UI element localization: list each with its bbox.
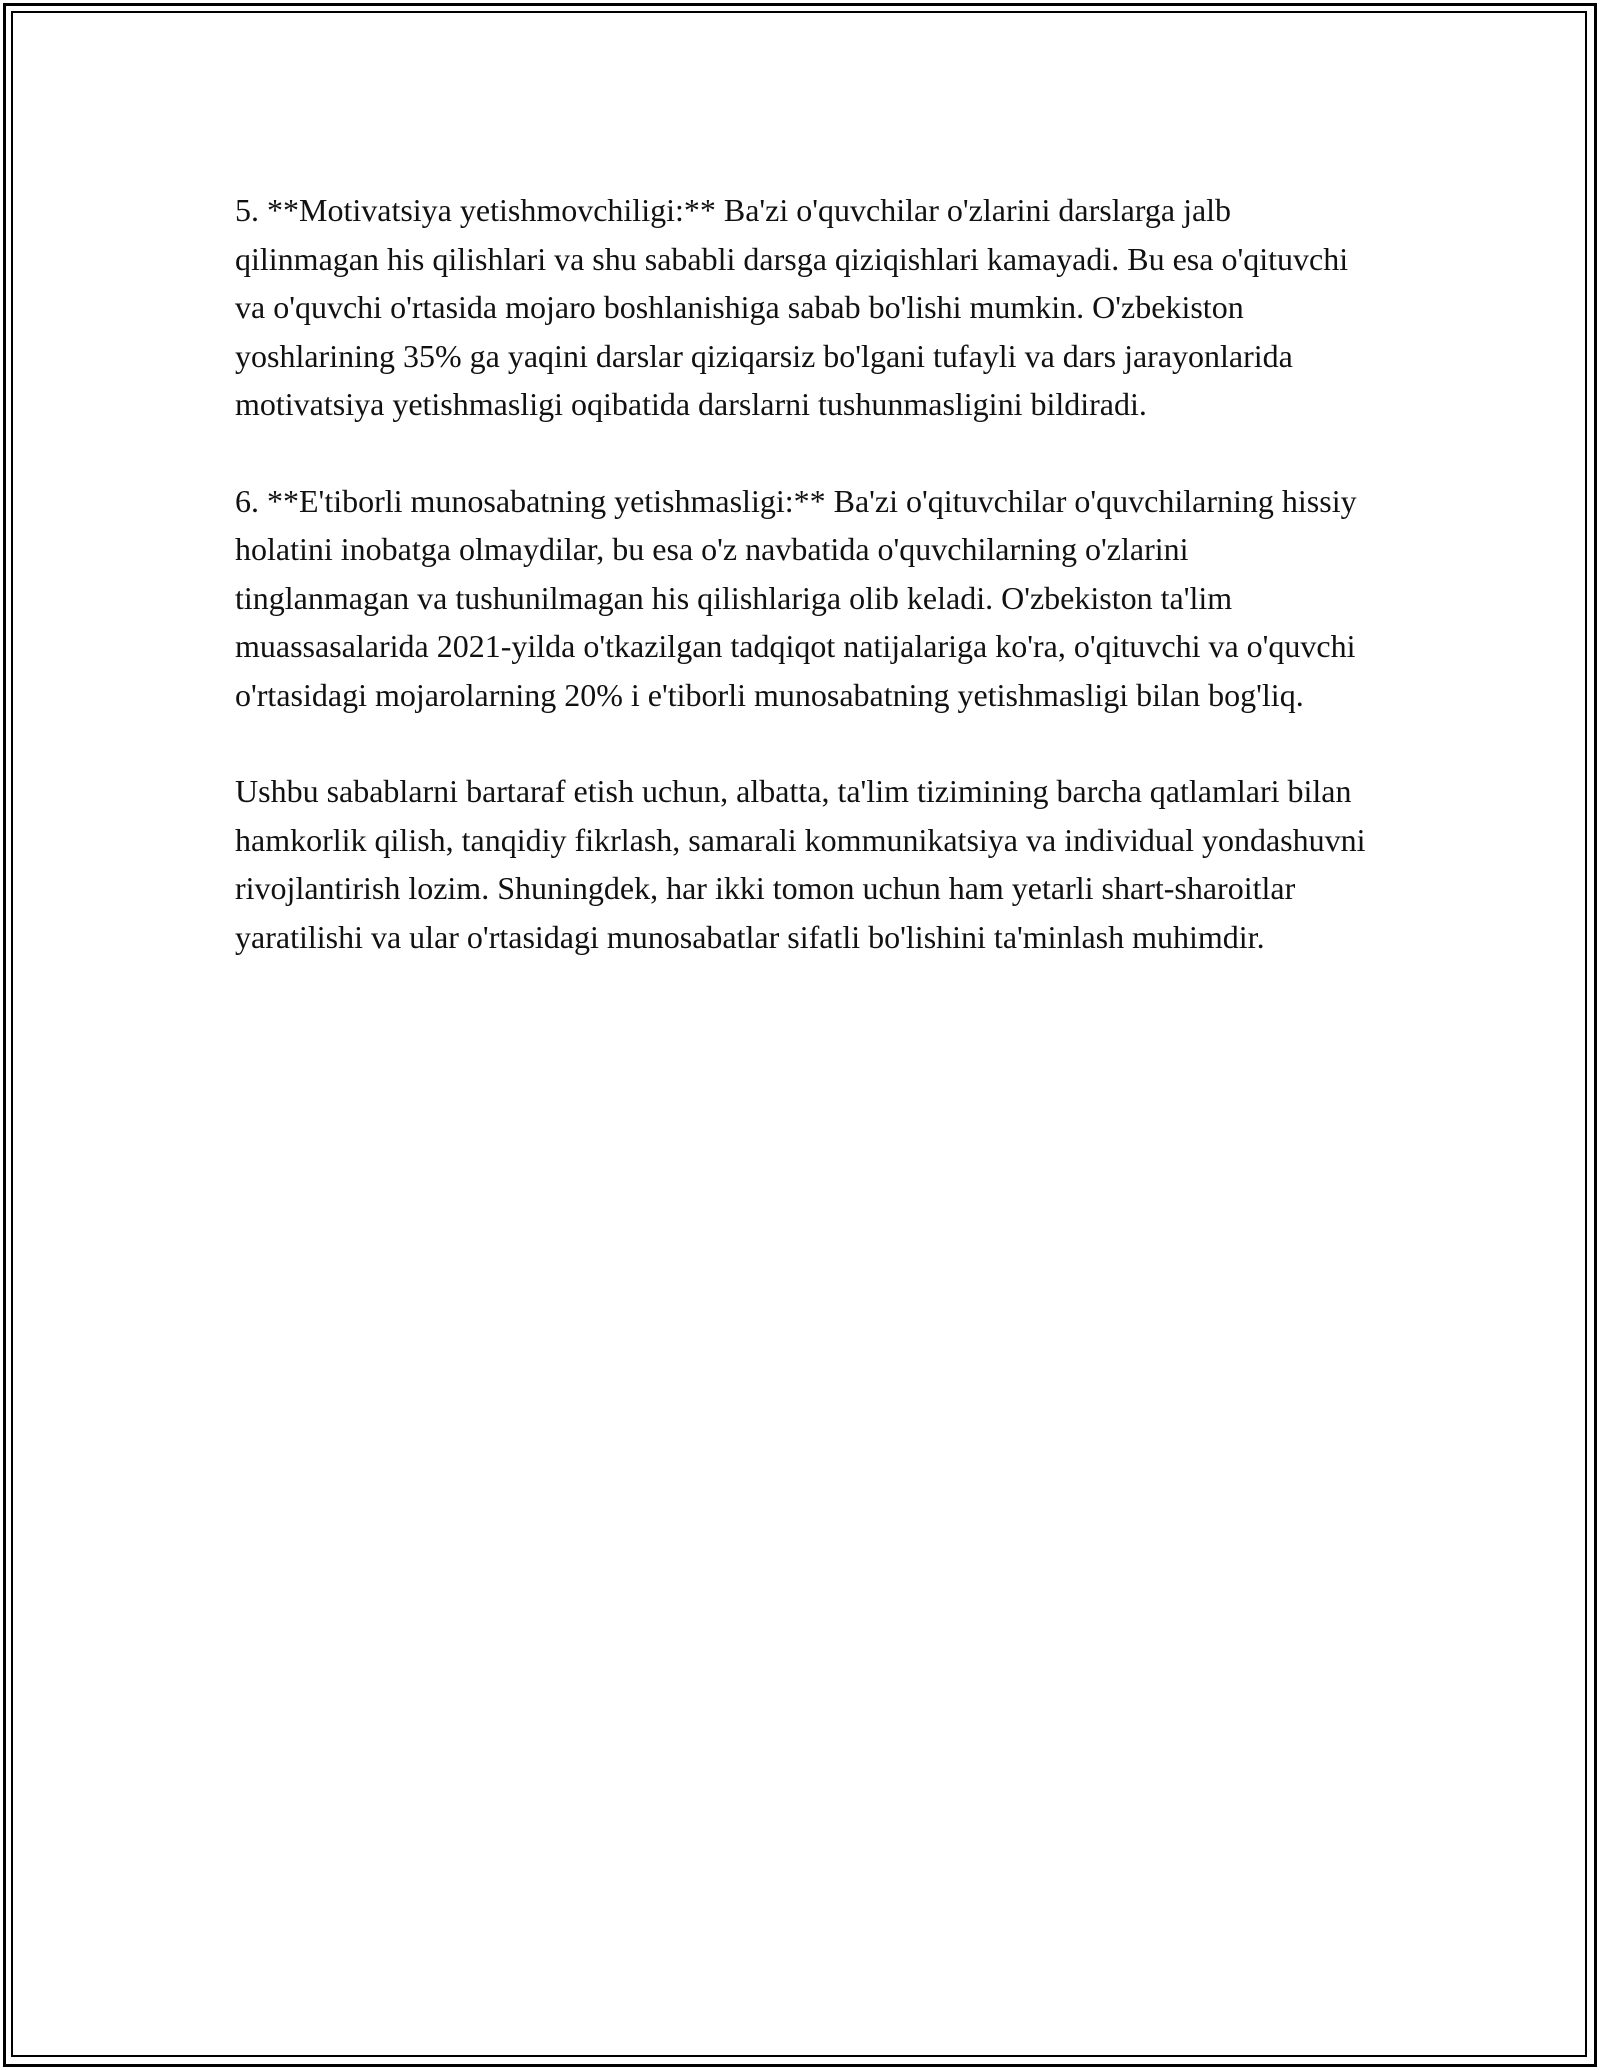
document-body <box>235 186 1370 1009</box>
paragraph-conclusion: Ushbu sabablarni bartaraf etish uchun, albatta, ta'lim tizimining barcha qatlamlari bilan hamkorlik qilish, tanqidiy fikrlash, samarali kommunikatsiya va individual yondashuvni rivojlantirish lozim. Shuningdek, har ikki tomon uchun ham yetarli shart-sharoitlar yaratilishi va ular o'rtasidagi munosabatlar sifatli bo'lishini ta'minlash muhimdir. <box>235 773 1366 955</box>
paragraph-attention: 6. **E'tiborli munosabatning yetishmasligi:** Ba'zi o'qituvchilar o'quvchilarning hissiy holatini inobatga olmaydilar, bu esa o'z navbatida o'quvchilarning o'zlarini tinglanmagan va tushunilmagan his qilishlariga olib keladi. O'zbekiston ta'lim muassasalarida 2021-yilda o'tkazilgan tadqiqot natijalariga ko'ra, o'qituvchi va o'quvchi o'rtasidagi mojarolarning 20% i e'tiborli munosabatning yetishmasligi bilan bog'liq. <box>235 482 1357 713</box>
paragraph-motivation: 5. **Motivatsiya yetishmovchiligi:** Ba'zi o'quvchilar o'zlarini darslarga jalb qilinmagan his qilishlari va shu sababli darsga qiziqishlari kamayadi. Bu esa o'qituvchi va o'quvchi o'rtasida mojaro boshlanishiga sabab bo'lishi mumkin. O'zbekiston yoshlarining 35% ga yaqini darslar qiziqarsiz bo'lgani tufayli va dars jarayonlarida motivatsiya yetishmasligi oqibatida darslarni tushunmasligini bildiradi. <box>235 192 1349 422</box>
